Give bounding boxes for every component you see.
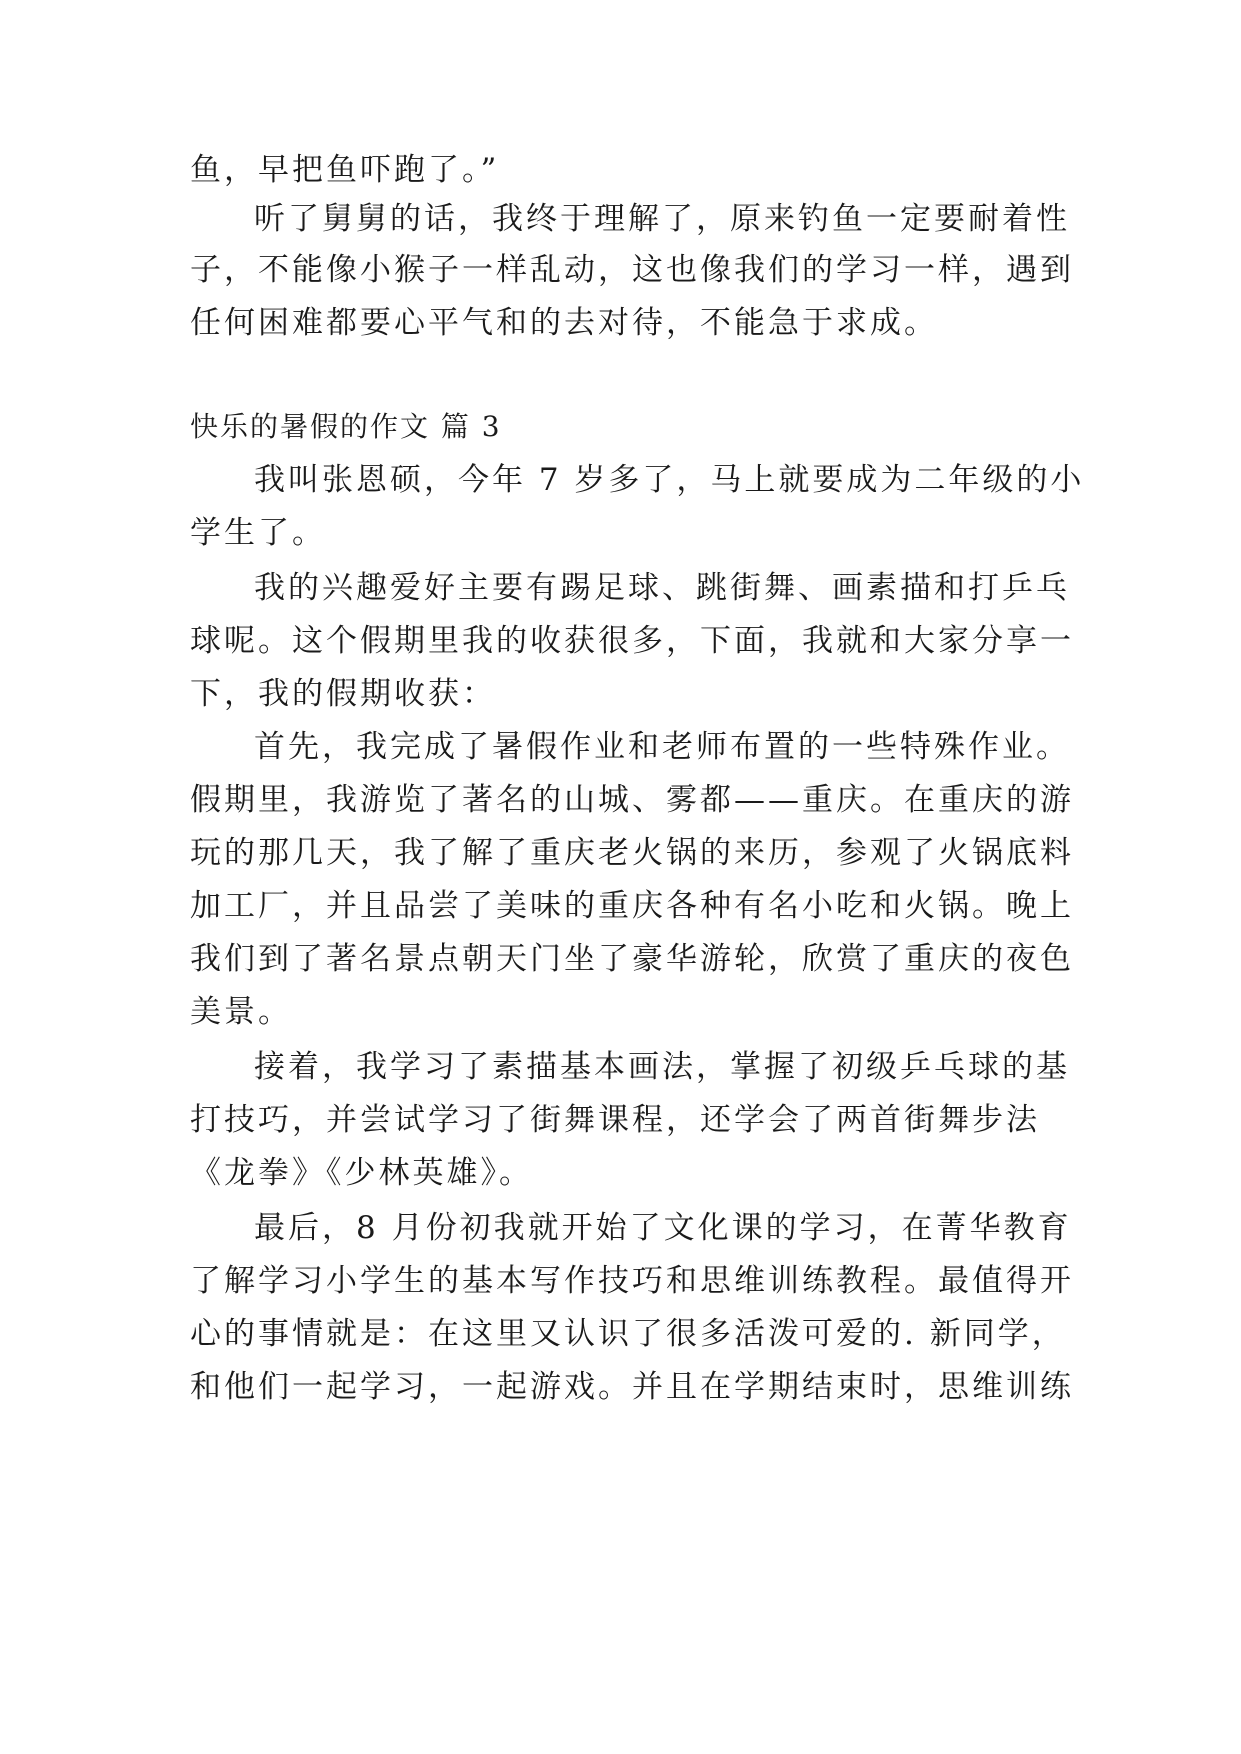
paragraph-start-line: 接着，我学习了素描基本画法，掌握了初级乒乓球的基 bbox=[254, 1049, 1070, 1085]
text-line: 假期里，我游览了著名的山城、雾都——重庆。在重庆的游 bbox=[190, 782, 1074, 818]
text-line: 和他们一起学习，一起游戏。并且在学期结束时，思维训练 bbox=[190, 1369, 1074, 1405]
text-line: 打技巧，并尝试学习了街舞课程，还学会了两首街舞步法 bbox=[190, 1102, 1040, 1138]
text-line: 加工厂，并且品尝了美味的重庆各种有名小吃和火锅。晚上 bbox=[190, 888, 1074, 924]
paragraph-start-line: 最后，8 月份初我就开始了文化课的学习，在菁华教育 bbox=[254, 1210, 1072, 1246]
paragraph-start-line: 首先，我完成了暑假作业和老师布置的一些特殊作业。 bbox=[254, 729, 1070, 765]
text-line: 任何困难都要心平气和的去对待，不能急于求成。 bbox=[190, 305, 938, 341]
text-line: 子，不能像小猴子一样乱动，这也像我们的学习一样，遇到 bbox=[190, 252, 1074, 288]
text-line: 心的事情就是：在这里又认识了很多活泼可爱的. 新同学， bbox=[190, 1316, 1066, 1352]
text-line: 鱼，早把鱼吓跑了。” bbox=[190, 152, 500, 188]
text-line: 学生了。 bbox=[190, 515, 326, 551]
paragraph-start-line: 听了舅舅的话，我终于理解了，原来钓鱼一定要耐着性 bbox=[254, 201, 1070, 237]
text-line: 玩的那几天，我了解了重庆老火锅的来历，参观了火锅底料 bbox=[190, 835, 1074, 871]
text-line: 我们到了著名景点朝天门坐了豪华游轮，欣赏了重庆的夜色 bbox=[190, 941, 1074, 977]
text-line: 下，我的假期收获： bbox=[190, 676, 496, 712]
paragraph-start-line: 我的兴趣爱好主要有踢足球、跳街舞、画素描和打乒乓 bbox=[254, 570, 1070, 606]
text-line: 《龙拳》《少林英雄》。 bbox=[190, 1155, 533, 1191]
paragraph-start-line: 我叫张恩硕，今年 7 岁多了，马上就要成为二年级的小 bbox=[254, 462, 1085, 498]
text-line: 了解学习小学生的基本写作技巧和思维训练教程。最值得开 bbox=[190, 1263, 1074, 1299]
text-line: 美景。 bbox=[190, 994, 292, 1030]
text-line: 球呢。这个假期里我的收获很多，下面，我就和大家分享一 bbox=[190, 623, 1074, 659]
section-heading: 快乐的暑假的作文 篇 3 bbox=[190, 410, 502, 443]
